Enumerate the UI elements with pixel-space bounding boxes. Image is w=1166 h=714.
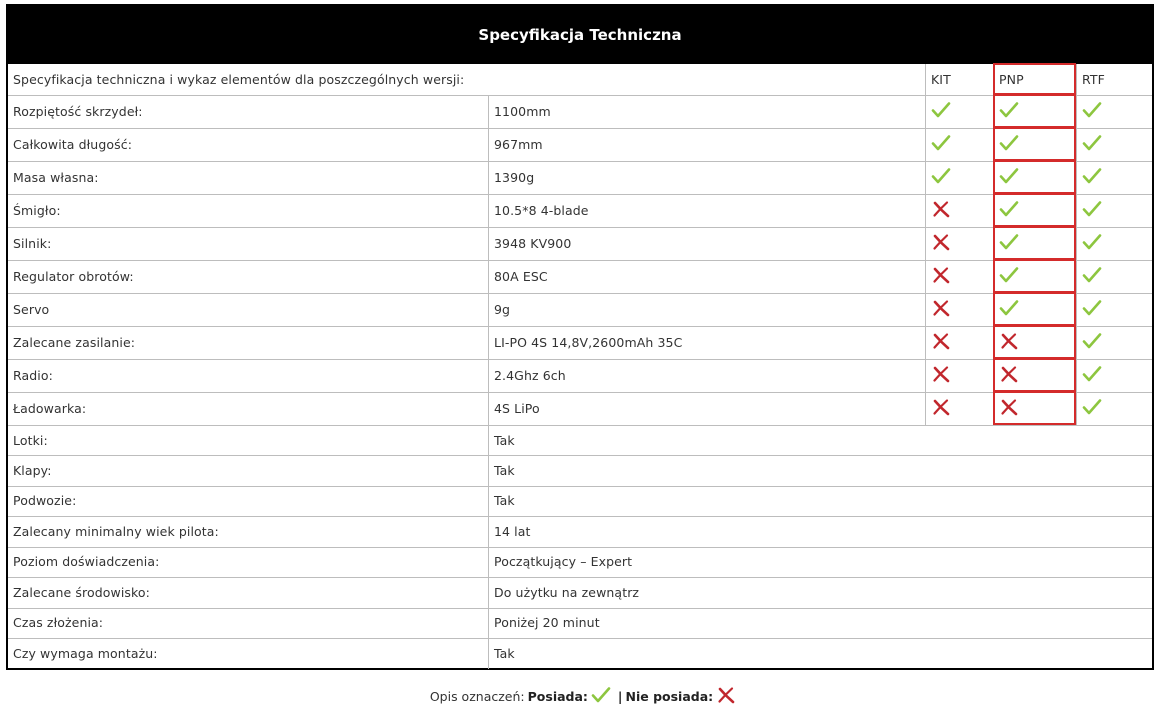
table-row [8, 455, 1152, 487]
pnp-status [993, 95, 1076, 128]
row-label: Masa własna: [13, 170, 99, 185]
check-icon [1082, 266, 1102, 287]
row-value: 9g [488, 293, 925, 326]
row-value: 2.4Ghz 6ch [488, 359, 925, 392]
row-label: Całkowita długość: [13, 137, 132, 152]
check-icon [931, 167, 951, 188]
kit-status [925, 260, 993, 293]
kit-status [925, 194, 993, 227]
check-icon [931, 101, 951, 122]
table-row [8, 326, 1152, 360]
row-label: Regulator obrotów: [13, 269, 134, 284]
cross-icon [931, 200, 951, 221]
cross-icon [931, 233, 951, 254]
row-label: Lotki: [13, 432, 48, 448]
legend [0, 686, 1166, 707]
check-icon [931, 134, 951, 155]
rtf-status [1076, 227, 1152, 260]
row-value: LI-PO 4S 14,8V,2600mAh 35C [488, 326, 925, 359]
cross-icon [931, 365, 951, 386]
row-label: Radio: [13, 368, 53, 383]
check-icon [999, 233, 1019, 254]
check-icon [999, 167, 1019, 188]
cross-icon [716, 686, 736, 707]
row-value: 967mm [488, 128, 925, 161]
row-label: Poziom doświadczenia: [13, 554, 160, 570]
table-title: Specyfikacja Techniczna [8, 6, 1152, 64]
rtf-status [1076, 161, 1152, 194]
check-icon [999, 299, 1019, 320]
row-value: Poniżej 20 minut [488, 608, 1152, 639]
check-icon [1082, 233, 1102, 254]
row-label: Podwozie: [13, 493, 77, 509]
cross-icon [931, 398, 951, 419]
row-label: Czas złożenia: [13, 615, 104, 631]
check-icon [999, 101, 1019, 122]
table-row [8, 392, 1152, 426]
check-icon [999, 134, 1019, 155]
rtf-status [1076, 359, 1152, 392]
table-row [8, 486, 1152, 518]
pnp-status [993, 392, 1076, 425]
spec-table [6, 4, 1154, 670]
check-icon [999, 266, 1019, 287]
row-label: Klapy: [13, 462, 52, 478]
kit-status [925, 161, 993, 194]
kit-status [925, 293, 993, 326]
rtf-status [1076, 392, 1152, 425]
kit-status [925, 359, 993, 392]
row-value: Tak [488, 425, 1152, 455]
cross-icon [931, 332, 951, 353]
row-label: Zalecane środowisko: [13, 584, 150, 600]
row-value: Początkujący – Expert [488, 547, 1152, 578]
row-label: Śmigło: [13, 203, 61, 218]
intro-label: Specyfikacja techniczna i wykaz elementów dla poszczególnych wersji: [13, 72, 465, 87]
legend-has-label: Posiada: [527, 689, 588, 704]
row-label: Rozpiętość skrzydeł: [13, 104, 143, 119]
pnp-status [993, 128, 1076, 161]
row-value: 3948 KV900 [488, 227, 925, 260]
check-icon [999, 200, 1019, 221]
cross-icon [999, 365, 1019, 386]
check-icon [1082, 365, 1102, 386]
rtf-status [1076, 326, 1152, 359]
pnp-status [993, 260, 1076, 293]
row-label: Servo [13, 302, 50, 317]
check-icon [1082, 398, 1102, 419]
pnp-status [993, 194, 1076, 227]
row-value: 14 lat [488, 516, 1152, 547]
cross-icon [931, 299, 951, 320]
legend-not-label: Nie posiada: [625, 689, 714, 704]
column-rtf: RTF [1076, 64, 1152, 95]
cross-icon [931, 266, 951, 287]
table-row [8, 638, 1152, 669]
table-row [8, 547, 1152, 579]
row-label: Ładowarka: [13, 401, 87, 416]
kit-status [925, 95, 993, 128]
row-value: Tak [488, 455, 1152, 486]
row-value: 1390g [488, 161, 925, 194]
row-value: Tak [488, 638, 1152, 669]
row-label: Zalecane zasilanie: [13, 335, 136, 350]
table-row [8, 95, 1152, 129]
cross-icon [999, 398, 1019, 419]
pnp-status [993, 326, 1076, 359]
check-icon [1082, 101, 1102, 122]
row-value: 1100mm [488, 95, 925, 128]
kit-status [925, 326, 993, 359]
legend-prefix: Opis oznaczeń: [429, 689, 525, 704]
row-value: 4S LiPo [488, 392, 925, 425]
kit-status [925, 392, 993, 425]
pnp-status [993, 293, 1076, 326]
row-label: Zalecany minimalny wiek pilota: [13, 523, 219, 539]
table-row [8, 516, 1152, 548]
check-icon [1082, 134, 1102, 155]
version-header-row [8, 64, 1152, 96]
table-row [8, 608, 1152, 640]
rtf-status [1076, 260, 1152, 293]
check-icon [1082, 167, 1102, 188]
table-row [8, 425, 1152, 456]
row-label: Silnik: [13, 236, 52, 251]
table-row [8, 227, 1152, 261]
check-icon [591, 686, 611, 707]
check-icon [1082, 299, 1102, 320]
table-row [8, 293, 1152, 327]
pnp-status [993, 359, 1076, 392]
pnp-status [993, 161, 1076, 194]
check-icon [1082, 200, 1102, 221]
rtf-status [1076, 95, 1152, 128]
rtf-status [1076, 128, 1152, 161]
row-value: 80A ESC [488, 260, 925, 293]
row-value: 10.5*8 4-blade [488, 194, 925, 227]
check-icon [1082, 332, 1102, 353]
table-row [8, 194, 1152, 228]
rtf-status [1076, 293, 1152, 326]
table-row [8, 161, 1152, 195]
kit-status [925, 128, 993, 161]
cross-icon [999, 332, 1019, 353]
table-row [8, 577, 1152, 609]
row-label: Czy wymaga montażu: [13, 645, 158, 661]
table-row [8, 260, 1152, 294]
table-row [8, 128, 1152, 162]
kit-status [925, 227, 993, 260]
table-row [8, 359, 1152, 393]
column-kit: KIT [925, 64, 993, 95]
row-value: Tak [488, 486, 1152, 517]
row-value: Do użytku na zewnątrz [488, 577, 1152, 608]
rtf-status [1076, 194, 1152, 227]
legend-separator: | [617, 689, 623, 704]
column-pnp: PNP [993, 64, 1076, 95]
pnp-status [993, 227, 1076, 260]
